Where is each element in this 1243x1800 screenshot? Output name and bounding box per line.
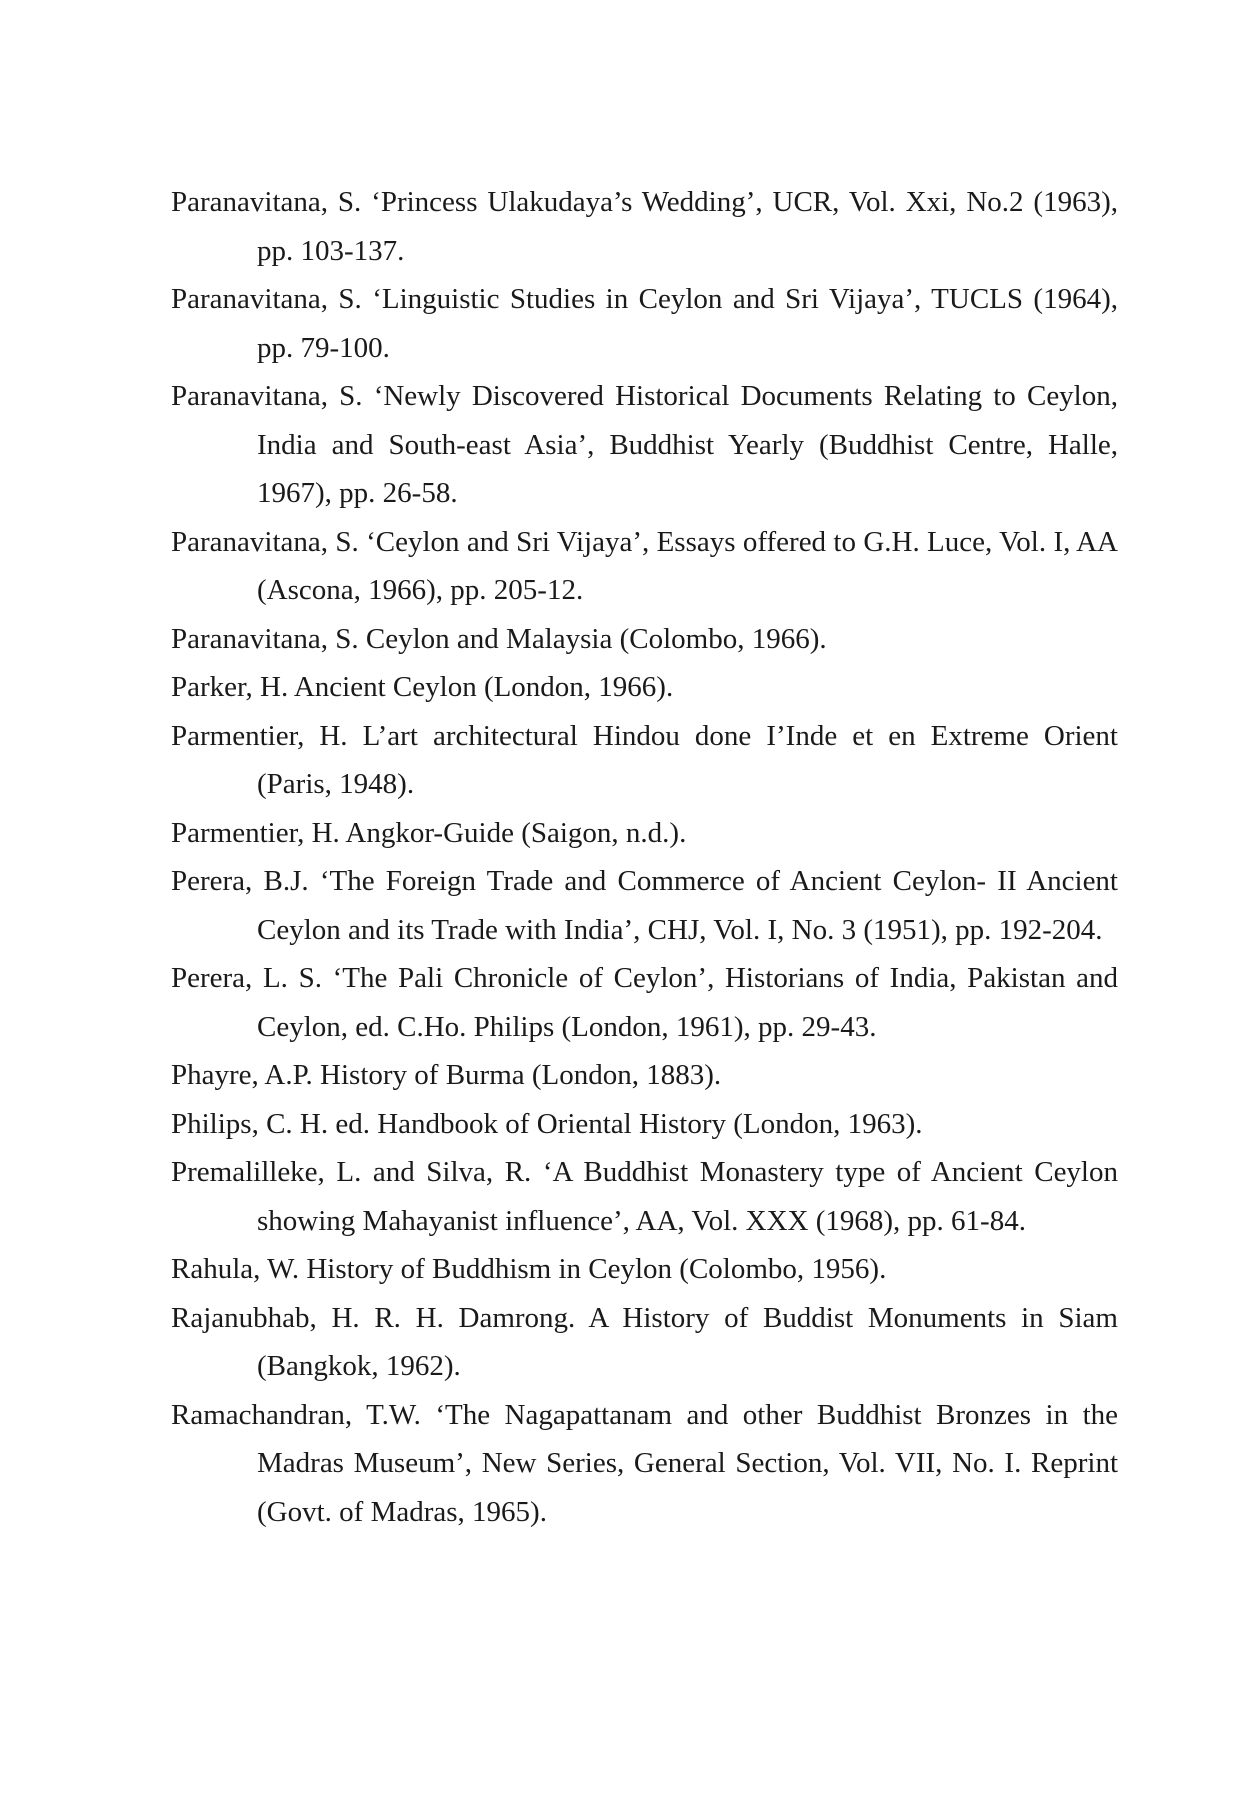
bibliography-entry: Philips, C. H. ed. Handbook of Oriental History (London, 1963).: [171, 1107, 923, 1140]
bibliography-entry: Paranavitana, S. ‘Newly Discovered Historical Documents Relating to Ceylon, India and South-east Asia’, Buddhist Yearly (Buddhist Centre, Halle, 1967), pp. 26-58.: [171, 380, 1118, 509]
bibliography-entry: Parker, H. Ancient Ceylon (London, 1966).: [171, 671, 674, 703]
bibliography-entry: Paranavitana, S. ‘Princess Ulakudaya’s Wedding’, UCR, Vol. Xxi, No.2 (1963), pp. 103-137.: [171, 186, 1118, 267]
bibliography-entry: Rahula, W. History of Buddhism in Ceylon (Colombo, 1956).: [171, 1253, 887, 1285]
bibliography-entry: Parmentier, H. Angkor-Guide (Saigon, n.d.).: [171, 816, 687, 849]
bibliography-entry: Rajanubhab, H. R. H. Damrong. A History of Buddist Monuments in Siam (Bangkok, 1962).: [171, 1301, 1118, 1382]
bibliography-entry: Parmentier, H. L’art architectural Hindou done I’Inde et en Extreme Orient (Paris, 1948).: [171, 719, 1118, 800]
bibliography-entry: Paranavitana, S. ‘Ceylon and Sri Vijaya’, Essays offered to G.H. Luce, Vol. I, AA (Ascona, 1966), pp. 205-12.: [171, 525, 1118, 606]
bibliography-entry: Perera, L. S. ‘The Pali Chronicle of Ceylon’, Historians of India, Pakistan and Ceylon, ed. C.Ho. Philips (London, 1961), pp. 29-43.: [171, 962, 1118, 1043]
bibliography-entry: Ramachandran, T.W. ‘The Nagapattanam and other Buddhist Bronzes in the Madras Museum’, New Series, General Section, Vol. VII, No. I. Reprint (Govt. of Madras, 1965).: [171, 1398, 1118, 1528]
bibliography-page: [171, 178, 1118, 1536]
bibliography-entry: Paranavitana, S. ‘Linguistic Studies in Ceylon and Sri Vijaya’, TUCLS (1964), pp. 79-100.: [171, 283, 1118, 364]
bibliography-entry: Phayre, A.P. History of Burma (London, 1883).: [171, 1059, 722, 1091]
bibliography-entry: Premalilleke, L. and Silva, R. ‘A Buddhist Monastery type of Ancient Ceylon showing Mahayanist influence’, AA, Vol. XXX (1968), pp. 61-84.: [171, 1156, 1118, 1237]
bibliography-entry: Paranavitana, S. Ceylon and Malaysia (Colombo, 1966).: [171, 622, 827, 655]
bibliography-entry: Perera, B.J. ‘The Foreign Trade and Commerce of Ancient Ceylon- II Ancient Ceylon and its Trade with India’, CHJ, Vol. I, No. 3 (1951), pp. 192-204.: [171, 865, 1118, 946]
